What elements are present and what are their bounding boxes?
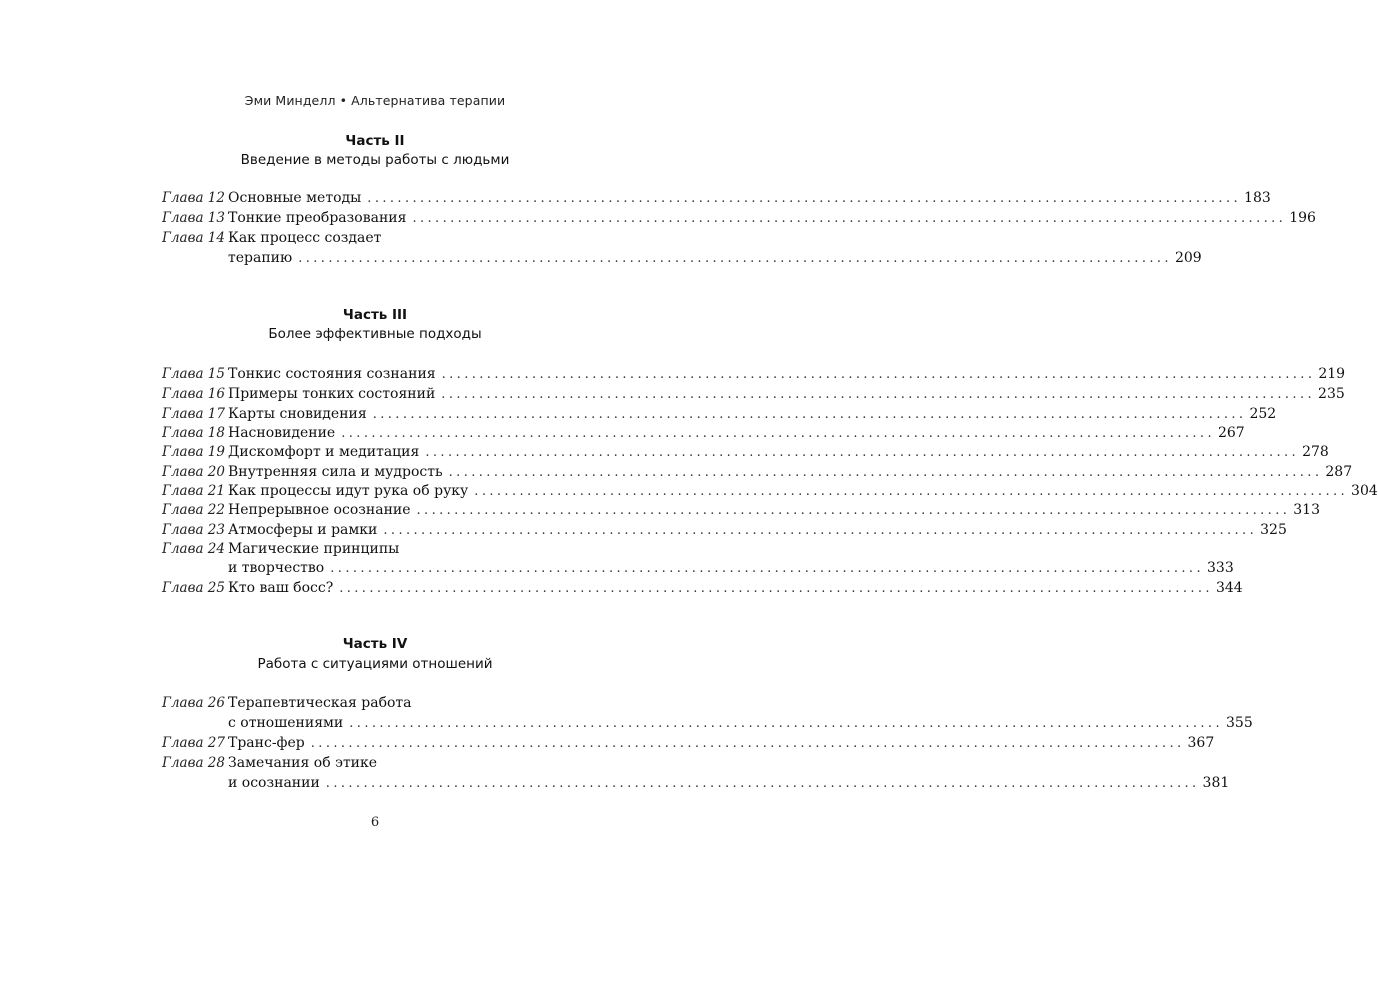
toc-entry[interactable] — [162, 364, 1346, 384]
dot-leader: .................................................................................................................... — [367, 191, 1242, 206]
chapter-label: Глава 13 — [162, 210, 225, 226]
toc-entry[interactable] — [162, 384, 1345, 404]
dot-leader: .................................................................................................................... — [330, 561, 1204, 576]
chapter-label: Глава 16 — [162, 386, 225, 402]
toc-entry[interactable] — [162, 423, 1245, 443]
running-head: Эми Минделл • Альтернатива терапии — [244, 93, 506, 108]
dot-leader: .................................................................................................................... — [412, 211, 1287, 226]
part-subtitle: Работа с ситуациями отношений — [257, 656, 493, 672]
chapter-title: Непрерывное осознание — [228, 502, 411, 518]
dot-leader: .................................................................................................................... — [441, 367, 1316, 382]
chapter-title-continuation: с отношениями — [228, 715, 344, 731]
chapter-label: Глава 19 — [162, 444, 225, 460]
chapter-title: Насновидение — [228, 425, 336, 441]
page-ref: 381 — [1202, 775, 1230, 791]
chapter-title: Карты сновидения — [228, 406, 367, 422]
page-number: 6 — [370, 815, 380, 830]
page-ref: 313 — [1293, 502, 1320, 518]
chapter-title: Основные методы — [228, 190, 362, 206]
page-ref: 355 — [1226, 715, 1253, 731]
dot-leader: .................................................................................................................... — [339, 581, 1213, 596]
dot-leader: .................................................................................................................... — [425, 445, 1300, 460]
toc-entry[interactable] — [162, 578, 1243, 598]
chapter-label: Глава 24 — [162, 541, 225, 557]
part-title: Часть II — [345, 133, 405, 149]
chapter-title: Замечания об этике — [228, 755, 378, 771]
page-ref: 278 — [1302, 444, 1329, 460]
toc-entry[interactable] — [162, 481, 1378, 501]
chapter-label: Глава 26 — [162, 695, 225, 711]
chapter-title-continuation: и творчество — [228, 560, 325, 576]
page-ref: 196 — [1289, 210, 1316, 226]
chapter-title: Как процессы идут рука об руку — [228, 483, 469, 499]
page-ref: 325 — [1260, 522, 1287, 538]
chapter-title: Транс-фер — [228, 735, 305, 751]
dot-leader: .................................................................................................................... — [325, 776, 1200, 791]
chapter-label: Глава 20 — [162, 464, 225, 480]
chapter-title-continuation: терапию — [228, 250, 293, 266]
toc-entry[interactable] — [162, 500, 1320, 520]
page-ref: 287 — [1325, 464, 1353, 480]
chapter-label: Глава 15 — [162, 366, 225, 382]
chapter-label: Глава 18 — [162, 425, 225, 441]
page-ref: 333 — [1207, 560, 1234, 576]
dot-leader: .................................................................................................................... — [372, 407, 1247, 422]
toc-entry-continuation[interactable] — [162, 713, 1253, 733]
toc-entry[interactable] — [162, 520, 1287, 540]
chapter-label: Глава 12 — [162, 190, 225, 206]
chapter-title-continuation: и осознании — [228, 775, 320, 791]
page-ref: 235 — [1318, 386, 1345, 402]
chapter-title: Дискомфорт и медитация — [228, 444, 420, 460]
chapter-label: Глава 27 — [162, 735, 225, 751]
dot-leader: .................................................................................................................... — [310, 736, 1185, 751]
chapter-title: Тонкис состояния сознания — [228, 366, 436, 382]
page-ref: 367 — [1187, 735, 1215, 751]
toc-entry[interactable] — [162, 404, 1277, 424]
chapter-label: Глава 14 — [162, 230, 225, 246]
chapter-title: Атмосферы и рамки — [228, 522, 378, 538]
toc-entry[interactable] — [162, 462, 1353, 482]
toc-entry[interactable] — [162, 733, 1215, 753]
toc-entry[interactable] — [162, 442, 1329, 462]
chapter-title: Внутренняя сила и мудрость — [228, 464, 443, 480]
toc-entry-continuation[interactable] — [162, 773, 1230, 793]
chapter-label: Глава 21 — [162, 483, 225, 499]
page-ref: 252 — [1249, 406, 1277, 422]
page-ref: 267 — [1217, 425, 1245, 441]
toc-entry[interactable] — [162, 208, 1316, 228]
chapter-label: Глава 25 — [162, 580, 225, 596]
toc-entry[interactable] — [162, 228, 599, 248]
part-title: Часть IV — [342, 636, 408, 652]
page-ref: 183 — [1244, 190, 1271, 206]
page-ref: 219 — [1318, 366, 1346, 382]
toc-entry[interactable] — [162, 693, 599, 713]
dot-leader: .................................................................................................................... — [349, 716, 1223, 731]
chapter-title: Кто ваш босс? — [228, 580, 334, 596]
page-ref: 209 — [1174, 250, 1202, 266]
part-subtitle: Введение в методы работы с людьми — [240, 152, 510, 168]
chapter-title: Терапевтическая работа — [228, 695, 412, 711]
chapter-title: Как процесс создает — [228, 230, 382, 246]
part-subtitle: Более эффективные подходы — [268, 326, 482, 342]
toc-entry[interactable] — [162, 753, 599, 773]
chapter-label: Глава 22 — [162, 502, 225, 518]
page-ref: 304 — [1351, 483, 1378, 499]
chapter-title: Тонкие преобразования — [228, 210, 407, 226]
dot-leader: .................................................................................................................... — [448, 465, 1323, 480]
toc-entry-continuation[interactable] — [162, 558, 1234, 578]
toc-entry[interactable] — [162, 188, 1271, 208]
chapter-label: Глава 17 — [162, 406, 225, 422]
toc-entry-continuation[interactable] — [162, 248, 1202, 268]
toc-entry[interactable] — [162, 539, 599, 559]
chapter-title: Магические принципы — [228, 541, 400, 557]
chapter-title: Примеры тонких состояний — [228, 386, 436, 402]
chapter-label: Глава 28 — [162, 755, 225, 771]
dot-leader: .................................................................................................................... — [441, 387, 1316, 402]
part-title: Часть III — [342, 307, 408, 323]
chapter-label: Глава 23 — [162, 522, 225, 538]
dot-leader: .................................................................................................................... — [383, 523, 1258, 538]
dot-leader: .................................................................................................................... — [474, 484, 1349, 499]
dot-leader: .................................................................................................................... — [416, 503, 1291, 518]
dot-leader: .................................................................................................................... — [341, 426, 1215, 441]
page-ref: 344 — [1215, 580, 1243, 596]
dot-leader: .................................................................................................................... — [298, 251, 1172, 266]
